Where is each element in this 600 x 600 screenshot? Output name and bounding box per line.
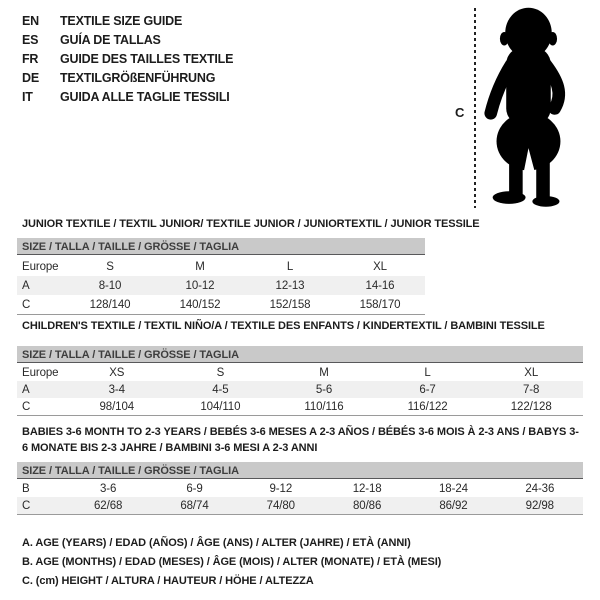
table-cell: L	[424, 366, 431, 379]
table-cell: 18-24	[439, 482, 468, 495]
table-cell: 140/152	[179, 298, 221, 311]
table-cell: XS	[109, 366, 125, 379]
table-cell: L	[286, 260, 294, 273]
junior-size-table	[17, 257, 425, 315]
table-cell: C	[17, 497, 65, 515]
table-cell: S	[106, 260, 114, 273]
table-cell: 68/74	[151, 497, 237, 515]
footnote-c: C. (cm) HEIGHT / ALTURA / HAUTEUR / HÖHE / ALTEZZA	[22, 575, 314, 587]
table-cell: 7-8	[479, 381, 583, 398]
table-row	[17, 295, 425, 315]
table-cell: M	[319, 366, 329, 379]
language-row-fr	[22, 50, 233, 69]
language-title: TEXTILE SIZE GUIDE	[60, 14, 183, 28]
section-title-junior: JUNIOR TEXTILE / TEXTIL JUNIOR/ TEXTILE JUNIOR / JUNIORTEXTIL / JUNIOR TESSILE	[22, 218, 480, 230]
table-cell: C	[22, 400, 31, 413]
height-measure-dotted-line	[474, 8, 476, 208]
language-title: GUIDE DES TAILLES TEXTILE	[60, 52, 234, 66]
table-cell: 6-9	[186, 482, 203, 495]
children-size-table	[17, 364, 583, 416]
table-cell: 3-4	[65, 381, 169, 398]
section-title-children: CHILDREN'S TEXTILE / TEXTIL NIÑO/A / TEXTILE DES ENFANTS / KINDERTEXTIL / BAMBINI TESSILE	[22, 320, 545, 332]
table-cell: XL	[373, 260, 387, 273]
table-cell: 8-10	[65, 276, 155, 295]
table-cell: B	[22, 482, 30, 495]
table-cell: M	[195, 260, 205, 273]
size-header-bar: SIZE / TALLA / TAILLE / GRÖSSE / TAGLIA	[17, 462, 583, 479]
table-row	[17, 480, 583, 497]
table-header-row	[17, 257, 425, 276]
table-cell: Europe	[22, 366, 59, 379]
baby-silhouette-icon	[482, 6, 574, 208]
height-measure-label: C	[455, 105, 465, 120]
table-cell: 14-16	[335, 276, 425, 295]
table-cell: S	[216, 366, 225, 379]
footnote-b: B. AGE (MONTHS) / EDAD (MESES) / ÂGE (MOIS) / ALTER (MONATE) / ETÀ (MESI)	[22, 556, 442, 568]
language-title: GUÍA DE TALLAS	[60, 33, 161, 47]
table-header-row	[17, 364, 583, 381]
language-row-de	[22, 69, 233, 88]
table-cell: Europe	[22, 260, 59, 273]
table-cell: 80/86	[324, 497, 410, 515]
table-cell: 12-18	[352, 482, 382, 495]
table-cell: 158/170	[359, 298, 401, 311]
language-code: EN	[22, 14, 39, 28]
table-cell: 6-7	[376, 381, 480, 398]
language-row-en	[22, 12, 233, 31]
language-code: ES	[22, 33, 39, 47]
table-row	[17, 276, 425, 295]
table-cell: 10-12	[155, 276, 245, 295]
table-cell: 104/110	[200, 400, 241, 413]
table-cell: 74/80	[238, 497, 324, 515]
table-cell: 24-36	[525, 482, 555, 495]
language-code: IT	[22, 90, 33, 104]
language-list	[22, 12, 233, 107]
section-title-babies: BABIES 3-6 MONTH TO 2-3 YEARS / BEBÉS 3-6 MESES A 2-3 AÑOS / BÉBÉS 3-6 MOIS À 2-3 ANS / BABYS 3-6 MONATE BIS 2-3 JAHRE / BAMBINI 3-6 MESI A 2-3 ANNI	[22, 426, 579, 454]
table-cell: 122/128	[510, 400, 552, 413]
babies-size-table	[17, 480, 583, 515]
footnote-a: A. AGE (YEARS) / EDAD (AÑOS) / ÂGE (ANS) / ALTER (JAHRE) / ETÀ (ANNI)	[22, 537, 411, 549]
size-header-bar: SIZE / TALLA / TAILLE / GRÖSSE / TAGLIA	[17, 238, 425, 255]
table-row	[17, 381, 583, 398]
language-row-it	[22, 88, 233, 107]
table-cell: 116/122	[407, 400, 448, 413]
language-title: GUIDA ALLE TAGLIE TESSILI	[60, 90, 230, 104]
table-cell: A	[17, 276, 65, 295]
language-title: TEXTILGRÖßENFÜHRUNG	[60, 71, 216, 85]
table-cell: 110/116	[304, 400, 344, 413]
table-cell: XL	[524, 366, 539, 379]
language-code: FR	[22, 52, 39, 66]
table-cell: 92/98	[497, 497, 583, 515]
table-cell: 4-5	[169, 381, 273, 398]
table-cell: C	[22, 298, 31, 311]
table-cell: 98/104	[99, 400, 135, 413]
language-code: DE	[22, 71, 39, 85]
table-cell: 9-12	[269, 482, 293, 495]
table-cell: 12-13	[245, 276, 335, 295]
table-cell: 62/68	[65, 497, 151, 515]
language-row-es	[22, 31, 233, 50]
table-cell: 128/140	[89, 298, 131, 311]
table-row	[17, 497, 583, 515]
table-cell: 152/158	[269, 298, 311, 311]
table-row	[17, 398, 583, 416]
footnote-list	[22, 534, 441, 591]
table-cell: 3-6	[100, 482, 117, 495]
table-cell: 5-6	[272, 381, 376, 398]
table-cell: 86/92	[410, 497, 496, 515]
size-header-bar: SIZE / TALLA / TAILLE / GRÖSSE / TAGLIA	[17, 346, 583, 363]
table-cell: A	[17, 381, 65, 398]
